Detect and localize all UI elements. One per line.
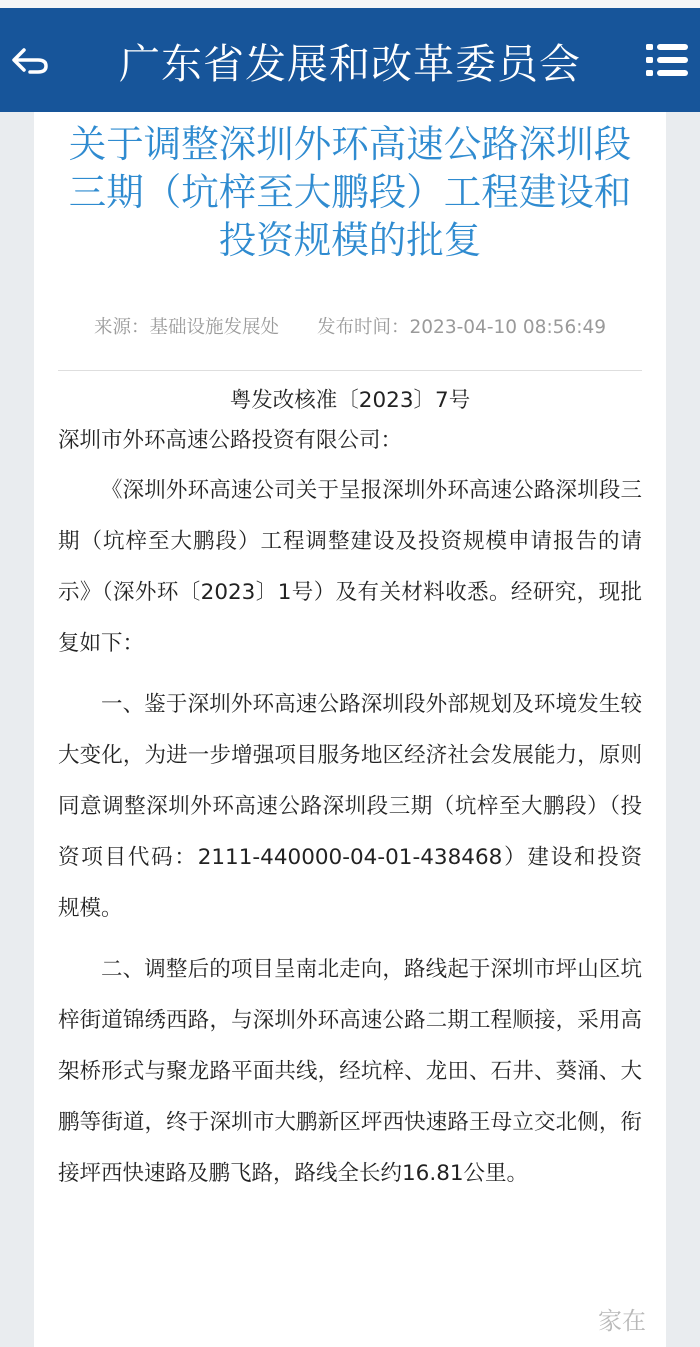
document-number: 粤发改核准〔2023〕7号	[229, 388, 471, 413]
list-menu-icon	[644, 40, 690, 80]
site-watermark: 家在	[598, 1307, 646, 1335]
article-meta	[34, 308, 666, 348]
header-title: 广东省发展和改革委员会	[119, 39, 581, 88]
article-body	[34, 425, 666, 1199]
back-arrow-icon	[10, 44, 50, 76]
menu-button[interactable]	[642, 36, 692, 84]
body-paragraph: 《深圳外环高速公司关于呈报深圳外环高速公路深圳段三期（坑梓至大鹏段）工程调整建设及投资规模申请报告的请示》（深外环〔2023〕1号）及有关材料收悉。经研究，现批复如下：	[58, 478, 642, 656]
divider	[58, 370, 642, 371]
status-bar-strip	[0, 0, 700, 8]
addressee: 深圳市外环高速公路投资有限公司：	[58, 428, 403, 453]
body-paragraph: 二、调整后的项目呈南北走向，路线起于深圳市坪山区坑梓街道锦绣西路，与深圳外环高速公路二期工程顺接，采用高架桥形式与聚龙路平面共线，经坑梓、龙田、石井、葵涌、大鹏等街道，终于深圳市大鹏新区坪西快速路王母立交北侧，衔接坪西快速路及鹏飞路，路线全长约16.81公里。	[58, 957, 642, 1186]
meta-source: 来源：基础设施发展处	[94, 317, 280, 338]
article-title: 关于调整深圳外环高速公路深圳段三期（坑梓至大鹏段）工程建设和投资规模的批复	[68, 122, 632, 262]
app-header	[0, 8, 700, 112]
body-paragraph: 一、鉴于深圳外环高速公路深圳段外部规划及环境发生较大变化，为进一步增强项目服务地区经济社会发展能力，原则同意调整深圳外环高速公路深圳段三期（坑梓至大鹏段）（投资项目代码：2111-440000-04-01-438468）建设和投资规模。	[58, 692, 642, 921]
article-card	[34, 112, 666, 1347]
back-button[interactable]	[8, 38, 52, 82]
meta-publish-time: 发布时间：2023-04-10 08:56:49	[317, 317, 606, 338]
